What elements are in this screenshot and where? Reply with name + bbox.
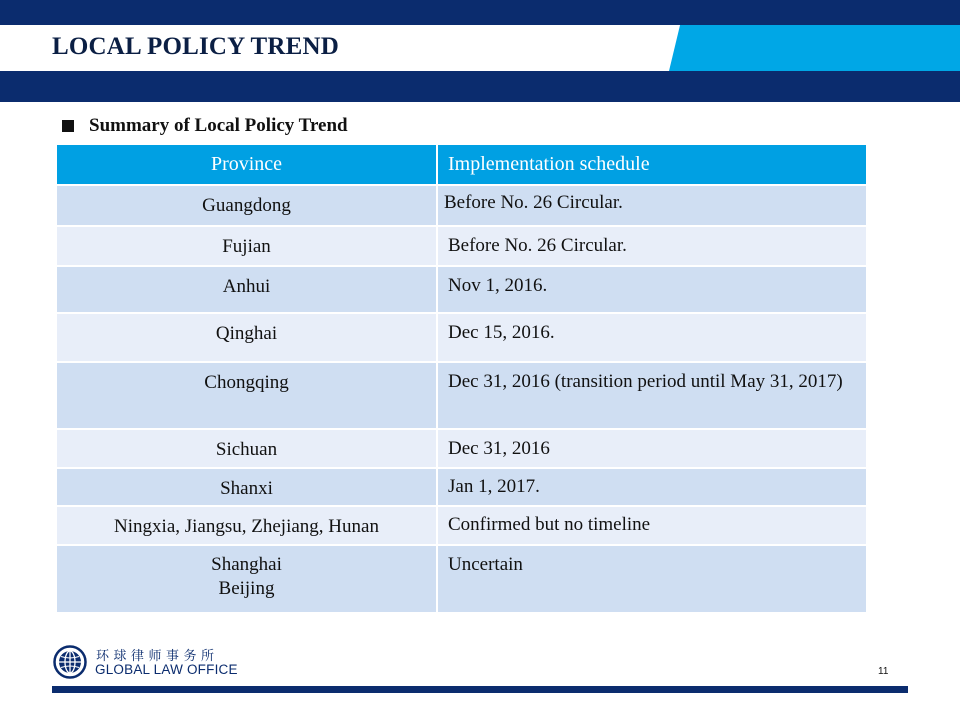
table-row xyxy=(57,429,866,468)
page-number: 11 xyxy=(878,666,889,677)
schedule-cell: Uncertain xyxy=(448,554,523,575)
schedule-cell: Dec 15, 2016. xyxy=(448,322,555,343)
section-heading xyxy=(62,115,348,137)
table-row xyxy=(57,468,866,506)
schedule-cell: Nov 1, 2016. xyxy=(448,275,548,296)
province-cell: Anhui xyxy=(57,266,437,313)
province-cell: Qinghai xyxy=(57,313,437,362)
logo-chinese-name: 环球律师事务所 xyxy=(96,649,219,664)
table-row xyxy=(57,506,866,545)
province-cell: Sichuan xyxy=(57,429,437,468)
province-cell: Shanxi xyxy=(57,468,437,506)
header-band-bottom xyxy=(0,71,960,102)
province-cell: Guangdong xyxy=(57,185,437,226)
province-cell: Chongqing xyxy=(57,362,437,429)
slide-title: LOCAL POLICY TREND xyxy=(52,33,339,60)
header-band-top xyxy=(0,0,960,25)
header-accent-band xyxy=(669,25,960,71)
province-cell: Ningxia, Jiangsu, Zhejiang, Hunan xyxy=(57,506,437,545)
schedule-cell: Dec 31, 2016 (transition period until May 31, 2017) xyxy=(448,371,843,392)
table-row xyxy=(57,266,866,313)
schedule-cell: Jan 1, 2017. xyxy=(448,476,540,497)
globe-logo-icon xyxy=(53,645,87,679)
table-row xyxy=(57,313,866,362)
logo-english-name: GLOBAL LAW OFFICE xyxy=(95,662,238,677)
schedule-cell: Dec 31, 2016 xyxy=(448,438,550,459)
schedule-cell: Before No. 26 Circular. xyxy=(444,192,623,213)
province-cell: Shanghai Beijing xyxy=(57,545,437,612)
table-row xyxy=(57,545,866,612)
header-province: Province xyxy=(57,145,437,185)
footer-bar xyxy=(52,686,908,693)
header-schedule: Implementation schedule xyxy=(448,153,650,175)
schedule-cell: Confirmed but no timeline xyxy=(448,514,651,535)
province-cell: Fujian xyxy=(57,226,437,266)
table-row xyxy=(57,362,866,429)
schedule-cell: Before No. 26 Circular. xyxy=(448,235,627,256)
policy-table xyxy=(57,145,866,612)
section-heading-text: Summary of Local Policy Trend xyxy=(89,115,348,136)
table-header-row xyxy=(57,145,866,185)
table-row xyxy=(57,226,866,266)
square-bullet-icon xyxy=(62,120,74,132)
table-row xyxy=(57,185,866,226)
